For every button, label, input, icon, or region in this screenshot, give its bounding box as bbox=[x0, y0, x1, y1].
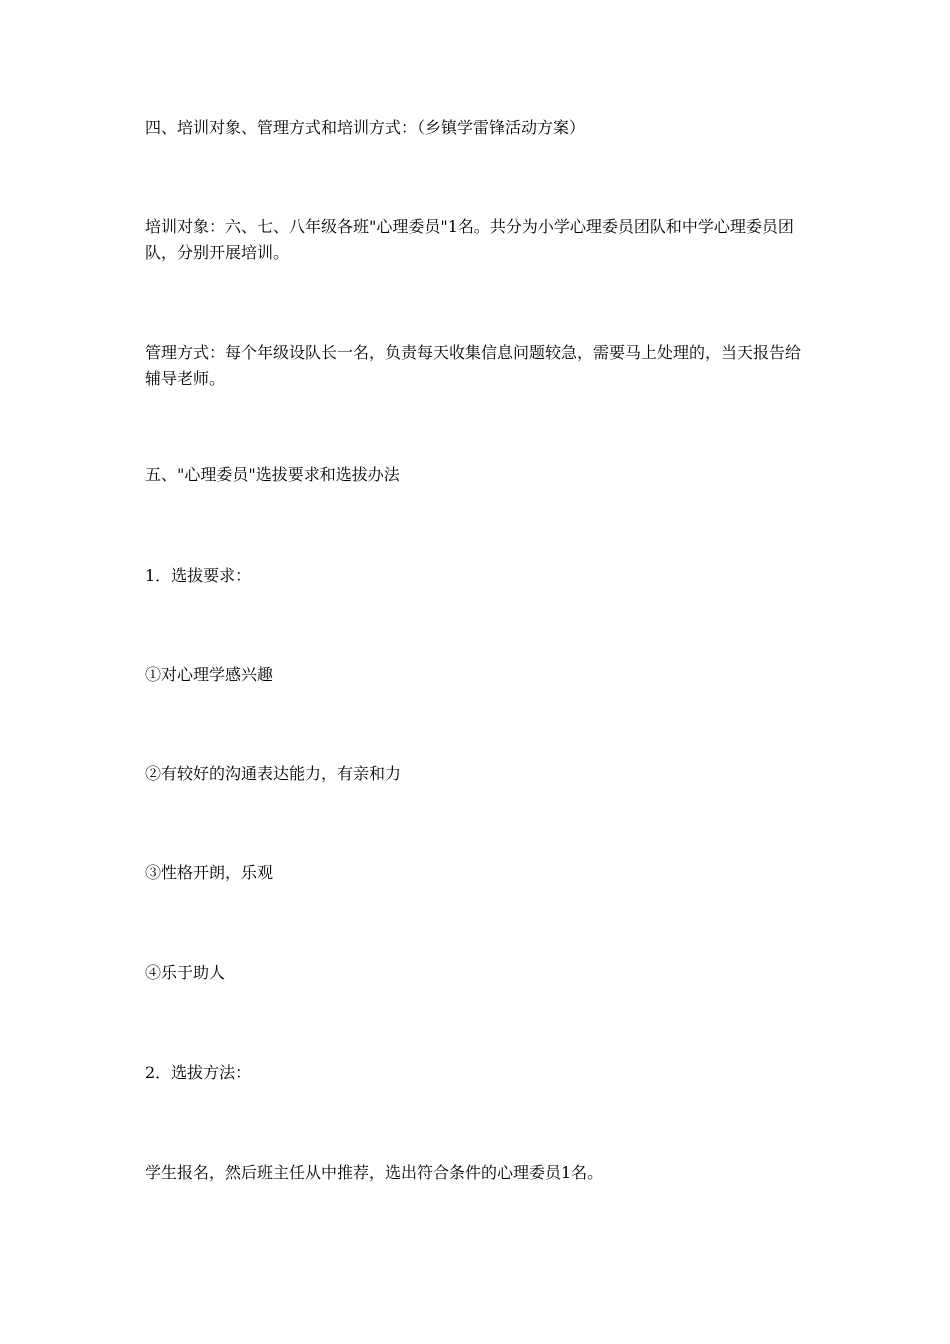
list-item-requirement-3: ③性格开朗，乐观 bbox=[145, 863, 274, 882]
subheading-selection-requirements: 1．选拔要求： bbox=[145, 566, 252, 585]
list-item-requirement-1: ①对心理学感兴趣 bbox=[145, 665, 274, 684]
list-item-requirement-4: ④乐于助人 bbox=[145, 963, 226, 982]
section-heading-training: 四、培训对象、管理方式和培训方式：（乡镇学雷锋活动方案） bbox=[145, 118, 586, 137]
list-item-requirement-2: ②有较好的沟通表达能力，有亲和力 bbox=[145, 764, 402, 783]
paragraph-management-method: 管理方式：每个年级设队长一名，负责每天收集信息问题较急，需要马上处理的，当天报告给辅导老师。 bbox=[145, 343, 802, 388]
paragraph-selection-method: 学生报名，然后班主任从中推荐，选出符合条件的心理委员1名。 bbox=[145, 1163, 604, 1182]
paragraph-training-targets: 培训对象：六、七、八年级各班"心理委员"1名。共分为小学心理委员团队和中学心理委员团队，分别开展培训。 bbox=[145, 217, 794, 262]
section-heading-selection: 五、"心理委员"选拔要求和选拔办法 bbox=[145, 465, 400, 484]
subheading-selection-method: 2．选拔方法： bbox=[145, 1063, 252, 1082]
